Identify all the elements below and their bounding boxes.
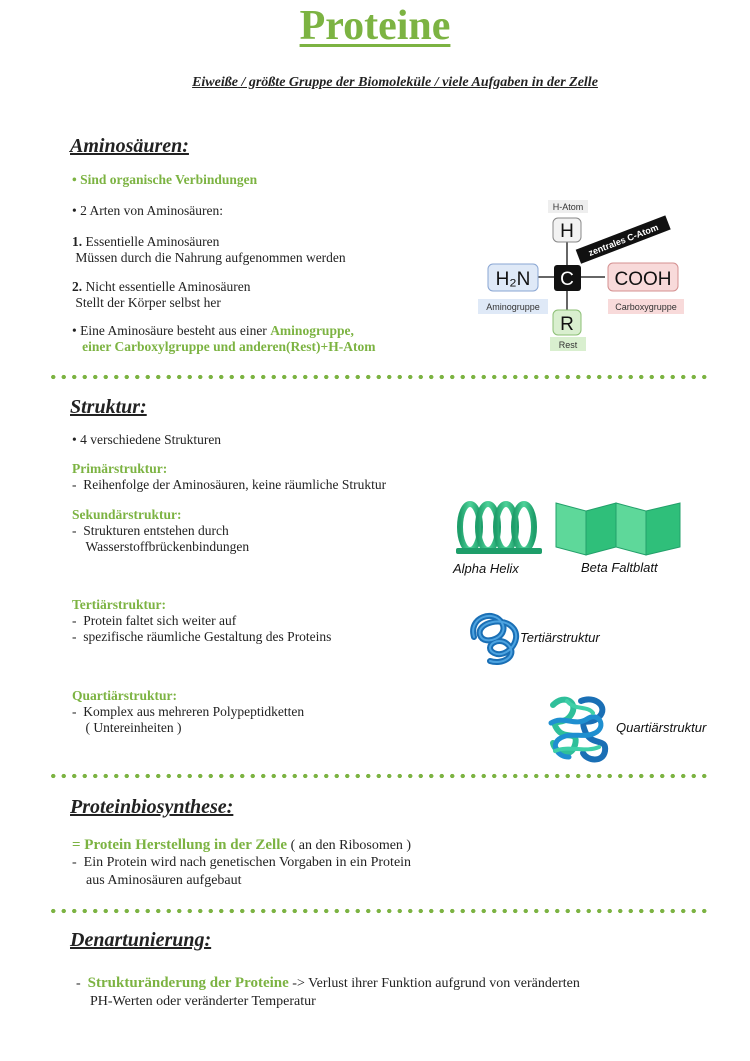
quartiaerstruktur-image [545, 693, 613, 765]
amino-label: Aminogruppe [486, 302, 540, 312]
aminosaeure-diagram [470, 195, 700, 360]
sekundaer-text2: Wasserstoffbrückenbindungen [85, 539, 250, 554]
heading-proteinbiosynthese: Proteinbiosynthese: [70, 796, 234, 818]
biosynthese-text2: aus Aminosäuren aufgebaut [86, 873, 242, 888]
c-symbol: C [560, 269, 574, 290]
biosynthese-text: - Ein Protein wird nach genetischen Vorgaben in ein Protein aus Aminosäuren aufgebaut [72, 855, 412, 888]
divider-2 [48, 773, 712, 779]
tertiaerstruktur-image [464, 607, 524, 667]
quartiaer-title: Quartiärstruktur: [72, 688, 177, 703]
heading-struktur: Struktur: [70, 396, 147, 418]
denaturierung-text1: -> Verlust ihrer Funktion aufgrund von veränderten [288, 976, 580, 991]
beta-faltblatt-image [554, 499, 684, 557]
caption-alpha-helix: Alpha Helix [453, 561, 519, 576]
bullet-arten: • 2 Arten von Aminosäuren: [72, 203, 223, 218]
item-nicht-essentiell-text: Stellt der Körper selbst her [75, 295, 221, 310]
bullet-arten-text: 2 Arten von Aminosäuren: [80, 203, 223, 218]
bullet-strukturen: • 4 verschiedene Strukturen [72, 432, 222, 447]
page-title: Proteine [299, 3, 451, 49]
alpha-helix-image [452, 500, 547, 558]
page-subtitle: Eiweiße / größte Gruppe der Biomoleküle / viele Aufgaben in der Zelle [192, 75, 598, 90]
tertiaer-text2: spezifische räumliche Gestaltung des Proteins [83, 629, 332, 644]
carboxy-label: Carboxygruppe [615, 302, 677, 312]
item-nicht-essentiell-title: Nicht essentielle Aminosäuren [85, 279, 251, 294]
primaer-text-value: Reihenfolge der Aminosäuren, keine räumliche Struktur [83, 477, 387, 492]
denaturierung-green: Strukturänderung der Proteine [87, 975, 289, 991]
bullet-strukturen-text: 4 verschiedene Strukturen [80, 432, 222, 447]
heading-aminosaeuren: Aminosäuren: [70, 135, 189, 157]
denaturierung-text2: PH-Werten oder veränderter Temperatur [90, 994, 316, 1009]
primaer-title: Primärstruktur: [72, 461, 168, 476]
bullet-aufbau-green2: einer Carboxylgruppe und anderen(Rest)+H-Atom [82, 339, 376, 354]
primaer-text: - Reihenfolge der Aminosäuren, keine räumliche Struktur [72, 477, 387, 492]
cooh-symbol: COOH [614, 269, 672, 290]
item-essentiell [72, 234, 346, 266]
biosynthese-text1: Ein Protein wird nach genetischen Vorgaben in ein Protein [83, 855, 412, 870]
heading-denaturierung: Denartunierung: [70, 929, 212, 951]
caption-tertiaerstruktur: Tertiärstruktur [520, 630, 600, 645]
bullet-aufbau: • Eine Aminosäure besteht aus einer Aminogruppe, einer Carboxylgruppe und anderen(Rest)+H-Atom [72, 323, 376, 354]
item-essentiell-text: Müssen durch die Nahrung aufgenommen werden [75, 250, 346, 265]
h-symbol: H [560, 221, 574, 242]
divider-3 [48, 908, 712, 914]
tertiaer-text1: Protein faltet sich weiter auf [83, 613, 237, 628]
caption-beta-faltblatt: Beta Faltblatt [581, 560, 658, 575]
h2n-symbol: H₂N [495, 269, 531, 290]
h-atom-label: H-Atom [552, 202, 584, 212]
biosynthese-definition [72, 837, 411, 854]
quartiaer-text2: ( Untereinheiten ) [85, 720, 182, 735]
bullet-organische-text: Sind organische Verbindungen [80, 172, 258, 187]
rest-label: Rest [558, 340, 578, 350]
central-label: zentrales C-Atom [587, 222, 660, 258]
item-nicht-essentiell-num: 2. [72, 279, 83, 294]
tertiaer-text: - Protein faltet sich weiter auf - spezifische räumliche Gestaltung des Proteins [72, 613, 332, 644]
sekundaer-text: - Strukturen entstehen durch Wasserstoffbrückenbindungen [72, 523, 250, 554]
divider-1 [48, 374, 712, 380]
biosynthese-normal: ( an den Ribosomen ) [287, 838, 412, 853]
sekundaer-text1: Strukturen entstehen durch [83, 523, 229, 538]
biosynthese-green: = Protein Herstellung in der Zelle [72, 837, 288, 853]
denaturierung-text: - Strukturänderung der Proteine -> Verlust ihrer Funktion aufgrund von veränderten PH-Werten oder veränderter Temperatur [76, 975, 580, 1009]
tertiaer-title: Tertiärstruktur: [72, 597, 166, 612]
bullet-organische: • Sind organische Verbindungen [72, 172, 258, 187]
caption-quartiaerstruktur: Quartiärstruktur [616, 720, 707, 735]
sekundaer-title: Sekundärstruktur: [72, 507, 182, 522]
item-nicht-essentiell [72, 279, 250, 311]
item-essentiell-num: 1. [72, 234, 83, 249]
item-essentiell-title: Essentielle Aminosäuren [85, 234, 220, 249]
bullet-aufbau-prefix: Eine Aminosäure besteht aus einer [80, 323, 267, 338]
quartiaer-text1: Komplex aus mehreren Polypeptidketten [83, 704, 305, 719]
r-symbol: R [560, 314, 574, 335]
quartiaer-text: - Komplex aus mehreren Polypeptidketten ( Untereinheiten ) [72, 704, 305, 735]
bullet-aufbau-green1: Aminogruppe, [270, 323, 354, 338]
